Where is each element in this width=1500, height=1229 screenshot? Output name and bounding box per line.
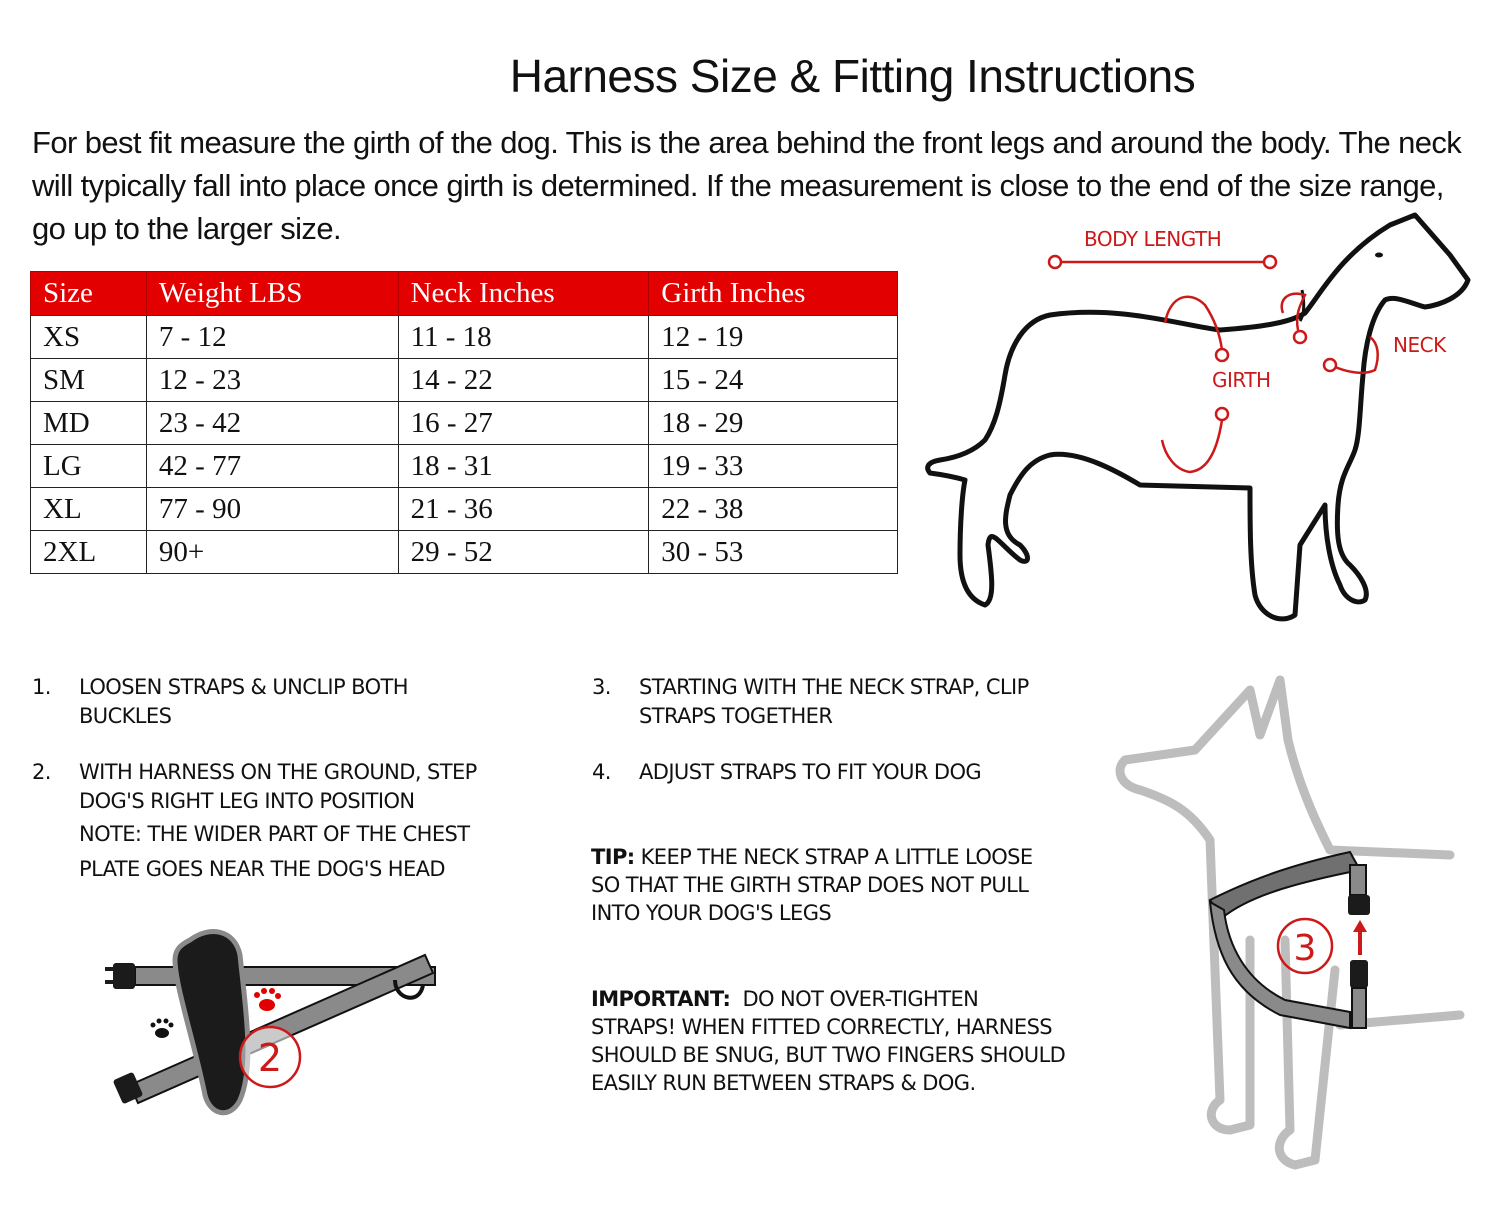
cell-size: LG xyxy=(31,445,147,488)
table-row xyxy=(31,445,898,488)
note-line: PLATE GOES NEAR THE DOG'S HEAD xyxy=(79,857,445,881)
tip-line-1 xyxy=(591,843,1033,872)
black-paw-icon xyxy=(151,1019,174,1039)
step-4 xyxy=(592,758,1112,788)
dog-with-harness-icon xyxy=(1110,670,1490,1190)
cell-weight: 23 - 42 xyxy=(146,402,398,445)
header-weight: Weight LBS xyxy=(146,272,398,316)
step-number: 2. xyxy=(32,760,51,784)
tip-line: INTO YOUR DOG'S LEGS xyxy=(591,901,832,925)
step-text-line: STARTING WITH THE NECK STRAP, CLIP xyxy=(639,675,1029,699)
step-number: 1. xyxy=(32,675,51,699)
step-text-line: ADJUST STRAPS TO FIT YOUR DOG xyxy=(639,760,982,784)
cell-weight: 7 - 12 xyxy=(146,316,398,359)
step-2-badge-number: 2 xyxy=(257,1036,283,1080)
note-line: NOTE: THE WIDER PART OF THE CHEST xyxy=(79,822,470,846)
cell-weight: 77 - 90 xyxy=(146,488,398,531)
dog-fitting-illustration xyxy=(1110,670,1490,1190)
cell-neck: 29 - 52 xyxy=(398,531,649,574)
step-3-badge-number: 3 xyxy=(1293,928,1317,969)
header-neck: Neck Inches xyxy=(398,272,649,316)
tip-label: TIP: xyxy=(591,845,635,869)
page-title: Harness Size & Fitting Instructions xyxy=(509,49,1196,102)
step-number: 4. xyxy=(592,760,611,784)
step-text-line: STRAPS TOGETHER xyxy=(639,703,833,728)
cell-girth: 15 - 24 xyxy=(649,359,898,402)
cell-girth: 30 - 53 xyxy=(649,531,898,574)
important-label: IMPORTANT: xyxy=(591,987,731,1011)
arrow-up-icon xyxy=(1353,920,1367,932)
tip-text: KEEP THE NECK STRAP A LITTLE LOOSE xyxy=(640,845,1033,869)
step-number: 3. xyxy=(592,675,611,699)
cell-neck: 11 - 18 xyxy=(398,316,649,359)
step-1 xyxy=(32,673,552,733)
intro-paragraph: For best fit measure the girth of the dog. This is the area behind the front legs and around the body. The neck will typically fall into place once girth is determined. If the measurement is close to the end of the size range, go up to the larger size. xyxy=(32,125,1462,246)
dog-outline-icon xyxy=(920,205,1490,640)
cell-neck: 21 - 36 xyxy=(398,488,649,531)
cell-girth: 19 - 33 xyxy=(649,445,898,488)
header-girth: Girth Inches xyxy=(649,272,898,316)
table-row xyxy=(31,359,898,402)
tip-line: SO THAT THE GIRTH STRAP DOES NOT PULL xyxy=(591,873,1029,897)
table-row xyxy=(31,488,898,531)
body-length-label: BODY LENGTH xyxy=(1084,227,1222,251)
step-text-line: DOG'S RIGHT LEG INTO POSITION xyxy=(79,788,415,813)
cell-weight: 42 - 77 xyxy=(146,445,398,488)
cell-size: 2XL xyxy=(31,531,147,574)
neck-label: NECK xyxy=(1393,333,1446,357)
cell-weight: 90+ xyxy=(146,531,398,574)
cell-girth: 22 - 38 xyxy=(649,488,898,531)
cell-girth: 18 - 29 xyxy=(649,402,898,445)
cell-size: XS xyxy=(31,316,147,359)
girth-label: GIRTH xyxy=(1212,368,1271,392)
step-text-line: LOOSEN STRAPS & UNCLIP BOTH xyxy=(79,675,408,699)
cell-neck: 14 - 22 xyxy=(398,359,649,402)
size-chart-table xyxy=(30,271,898,574)
important-line-1 xyxy=(591,985,978,1014)
cell-weight: 12 - 23 xyxy=(146,359,398,402)
step-text-line: WITH HARNESS ON THE GROUND, STEP xyxy=(79,760,477,784)
table-header-row xyxy=(31,272,898,316)
cell-neck: 16 - 27 xyxy=(398,402,649,445)
table-row xyxy=(31,531,898,574)
important-text: DO NOT OVER-TIGHTEN xyxy=(742,987,979,1011)
red-paw-icon xyxy=(254,988,281,1011)
table-row xyxy=(31,402,898,445)
cell-size: MD xyxy=(31,402,147,445)
step-2 xyxy=(32,758,552,818)
important-line: SHOULD BE SNUG, BUT TWO FINGERS SHOULD xyxy=(591,1043,1066,1067)
harness-icon xyxy=(95,925,445,1130)
header-size: Size xyxy=(31,272,147,316)
important-line: STRAPS! WHEN FITTED CORRECTLY, HARNESS xyxy=(591,1015,1053,1039)
cell-neck: 18 - 31 xyxy=(398,445,649,488)
step-3 xyxy=(592,673,1112,733)
cell-girth: 12 - 19 xyxy=(649,316,898,359)
step-text-line: BUCKLES xyxy=(79,703,172,728)
dog-measurement-diagram xyxy=(920,205,1490,640)
cell-size: XL xyxy=(31,488,147,531)
harness-flat-illustration xyxy=(95,925,445,1130)
table-row xyxy=(31,316,898,359)
cell-size: SM xyxy=(31,359,147,402)
important-line: EASILY RUN BETWEEN STRAPS & DOG. xyxy=(591,1071,976,1095)
